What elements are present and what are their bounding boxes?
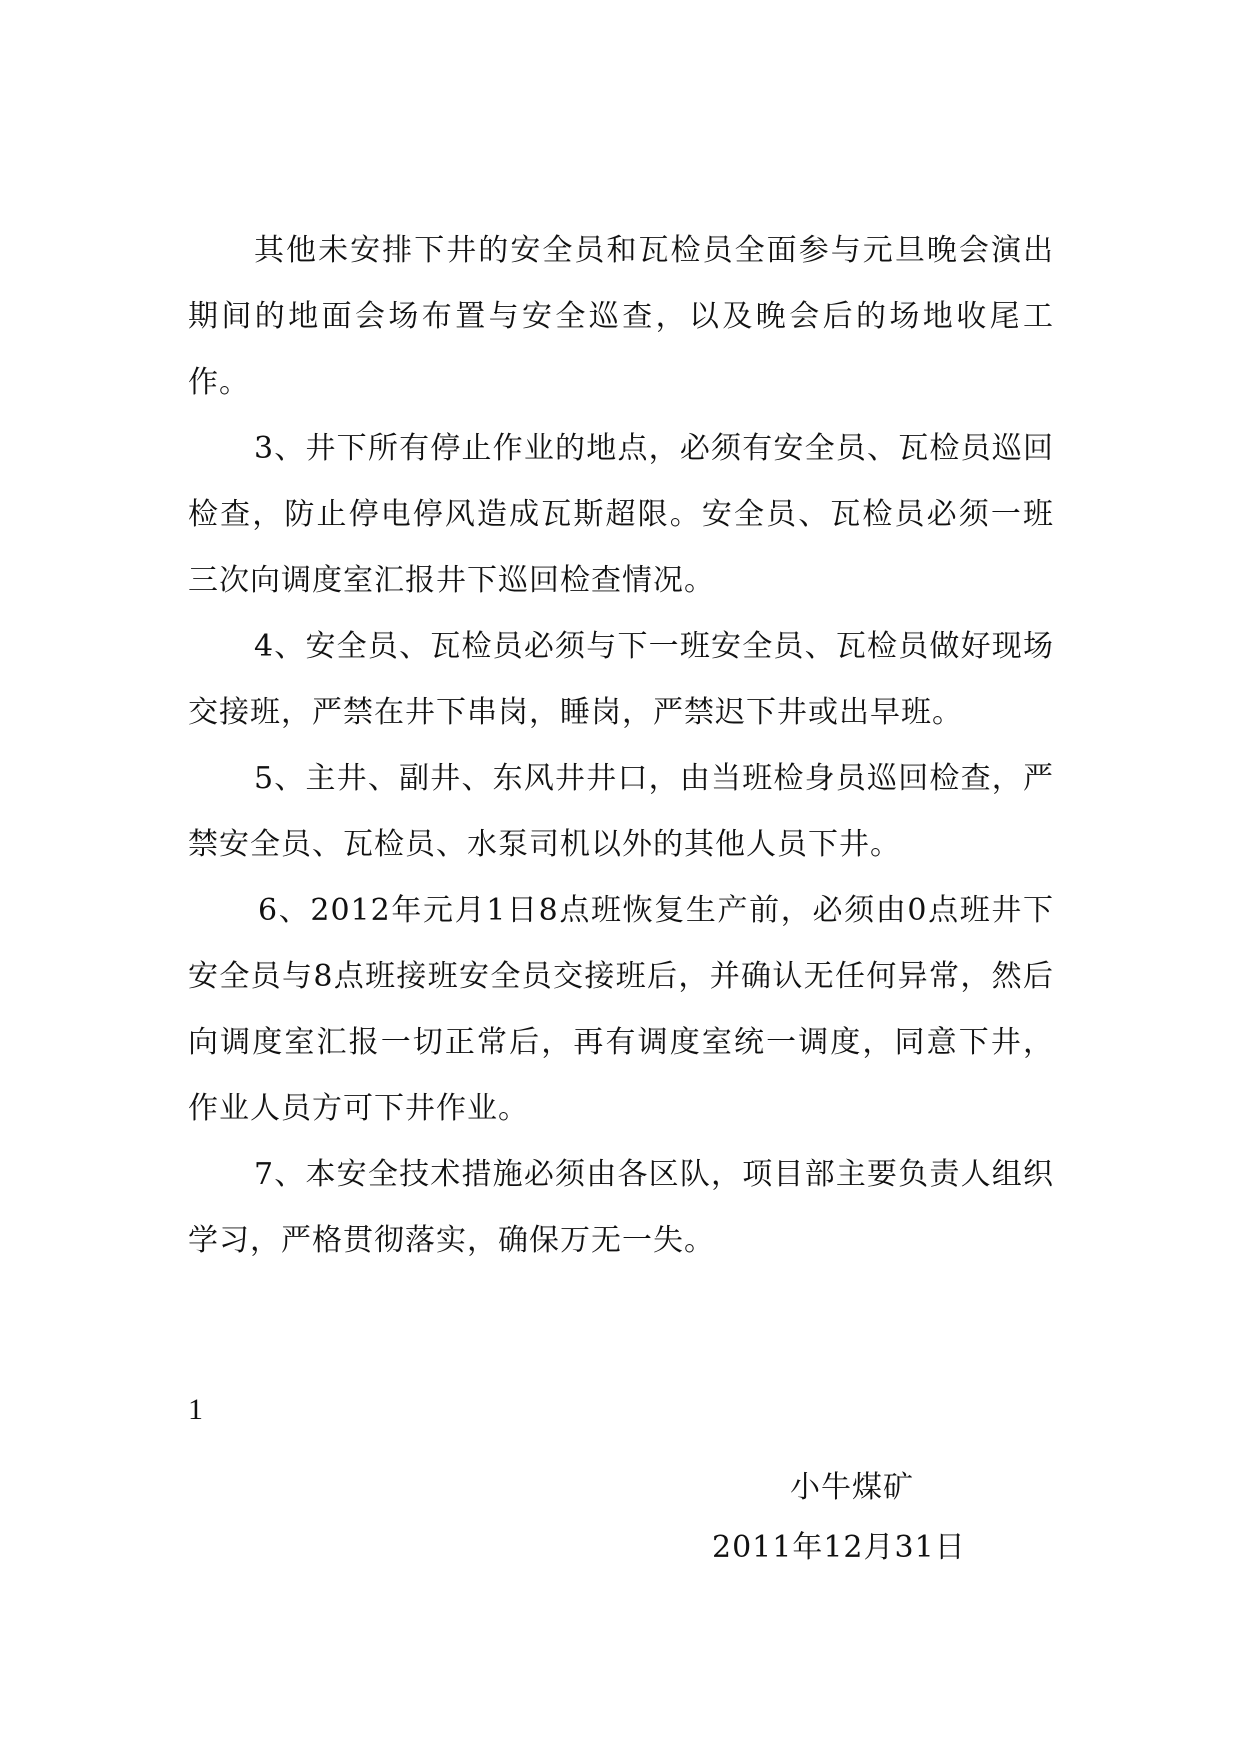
paragraph-item-5: 5、主井、副井、东风井井口，由当班检身员巡回检查，严禁安全员、瓦检员、水泵司机以外的其他人员下井。 — [188, 761, 1054, 862]
page-number: 1 — [188, 1393, 203, 1426]
document-body — [188, 218, 1054, 1274]
paragraph-item-6: 6、2012年元月1日8点班恢复生产前，必须由0点班井下安全员与8点班接班安全员交接班后，并确认无任何异常，然后向调度室汇报一切正常后，再有调度室统一调度，同意下井，作业人员方可下井作业。 — [188, 893, 1054, 1126]
paragraph-item-7: 7、本安全技术措施必须由各区队，项目部主要负责人组织学习，严格贯彻落实，确保万无一失。 — [188, 1157, 1054, 1258]
paragraph-intro: 其他未安排下井的安全员和瓦检员全面参与元旦晚会演出期间的地面会场布置与安全巡查，以及晚会后的场地收尾工作。 — [188, 233, 1054, 400]
paragraph-item-3: 3、井下所有停止作业的地点，必须有安全员、瓦检员巡回检查，防止停电停风造成瓦斯超限。安全员、瓦检员必须一班三次向调度室汇报井下巡回检查情况。 — [188, 431, 1054, 598]
signature-date: 2011年12月31日 — [712, 1530, 966, 1565]
paragraph-item-4: 4、安全员、瓦检员必须与下一班安全员、瓦检员做好现场交接班，严禁在井下串岗，睡岗，严禁迟下井或出早班。 — [188, 629, 1054, 730]
signature-organization: 小牛煤矿 — [790, 1470, 914, 1505]
